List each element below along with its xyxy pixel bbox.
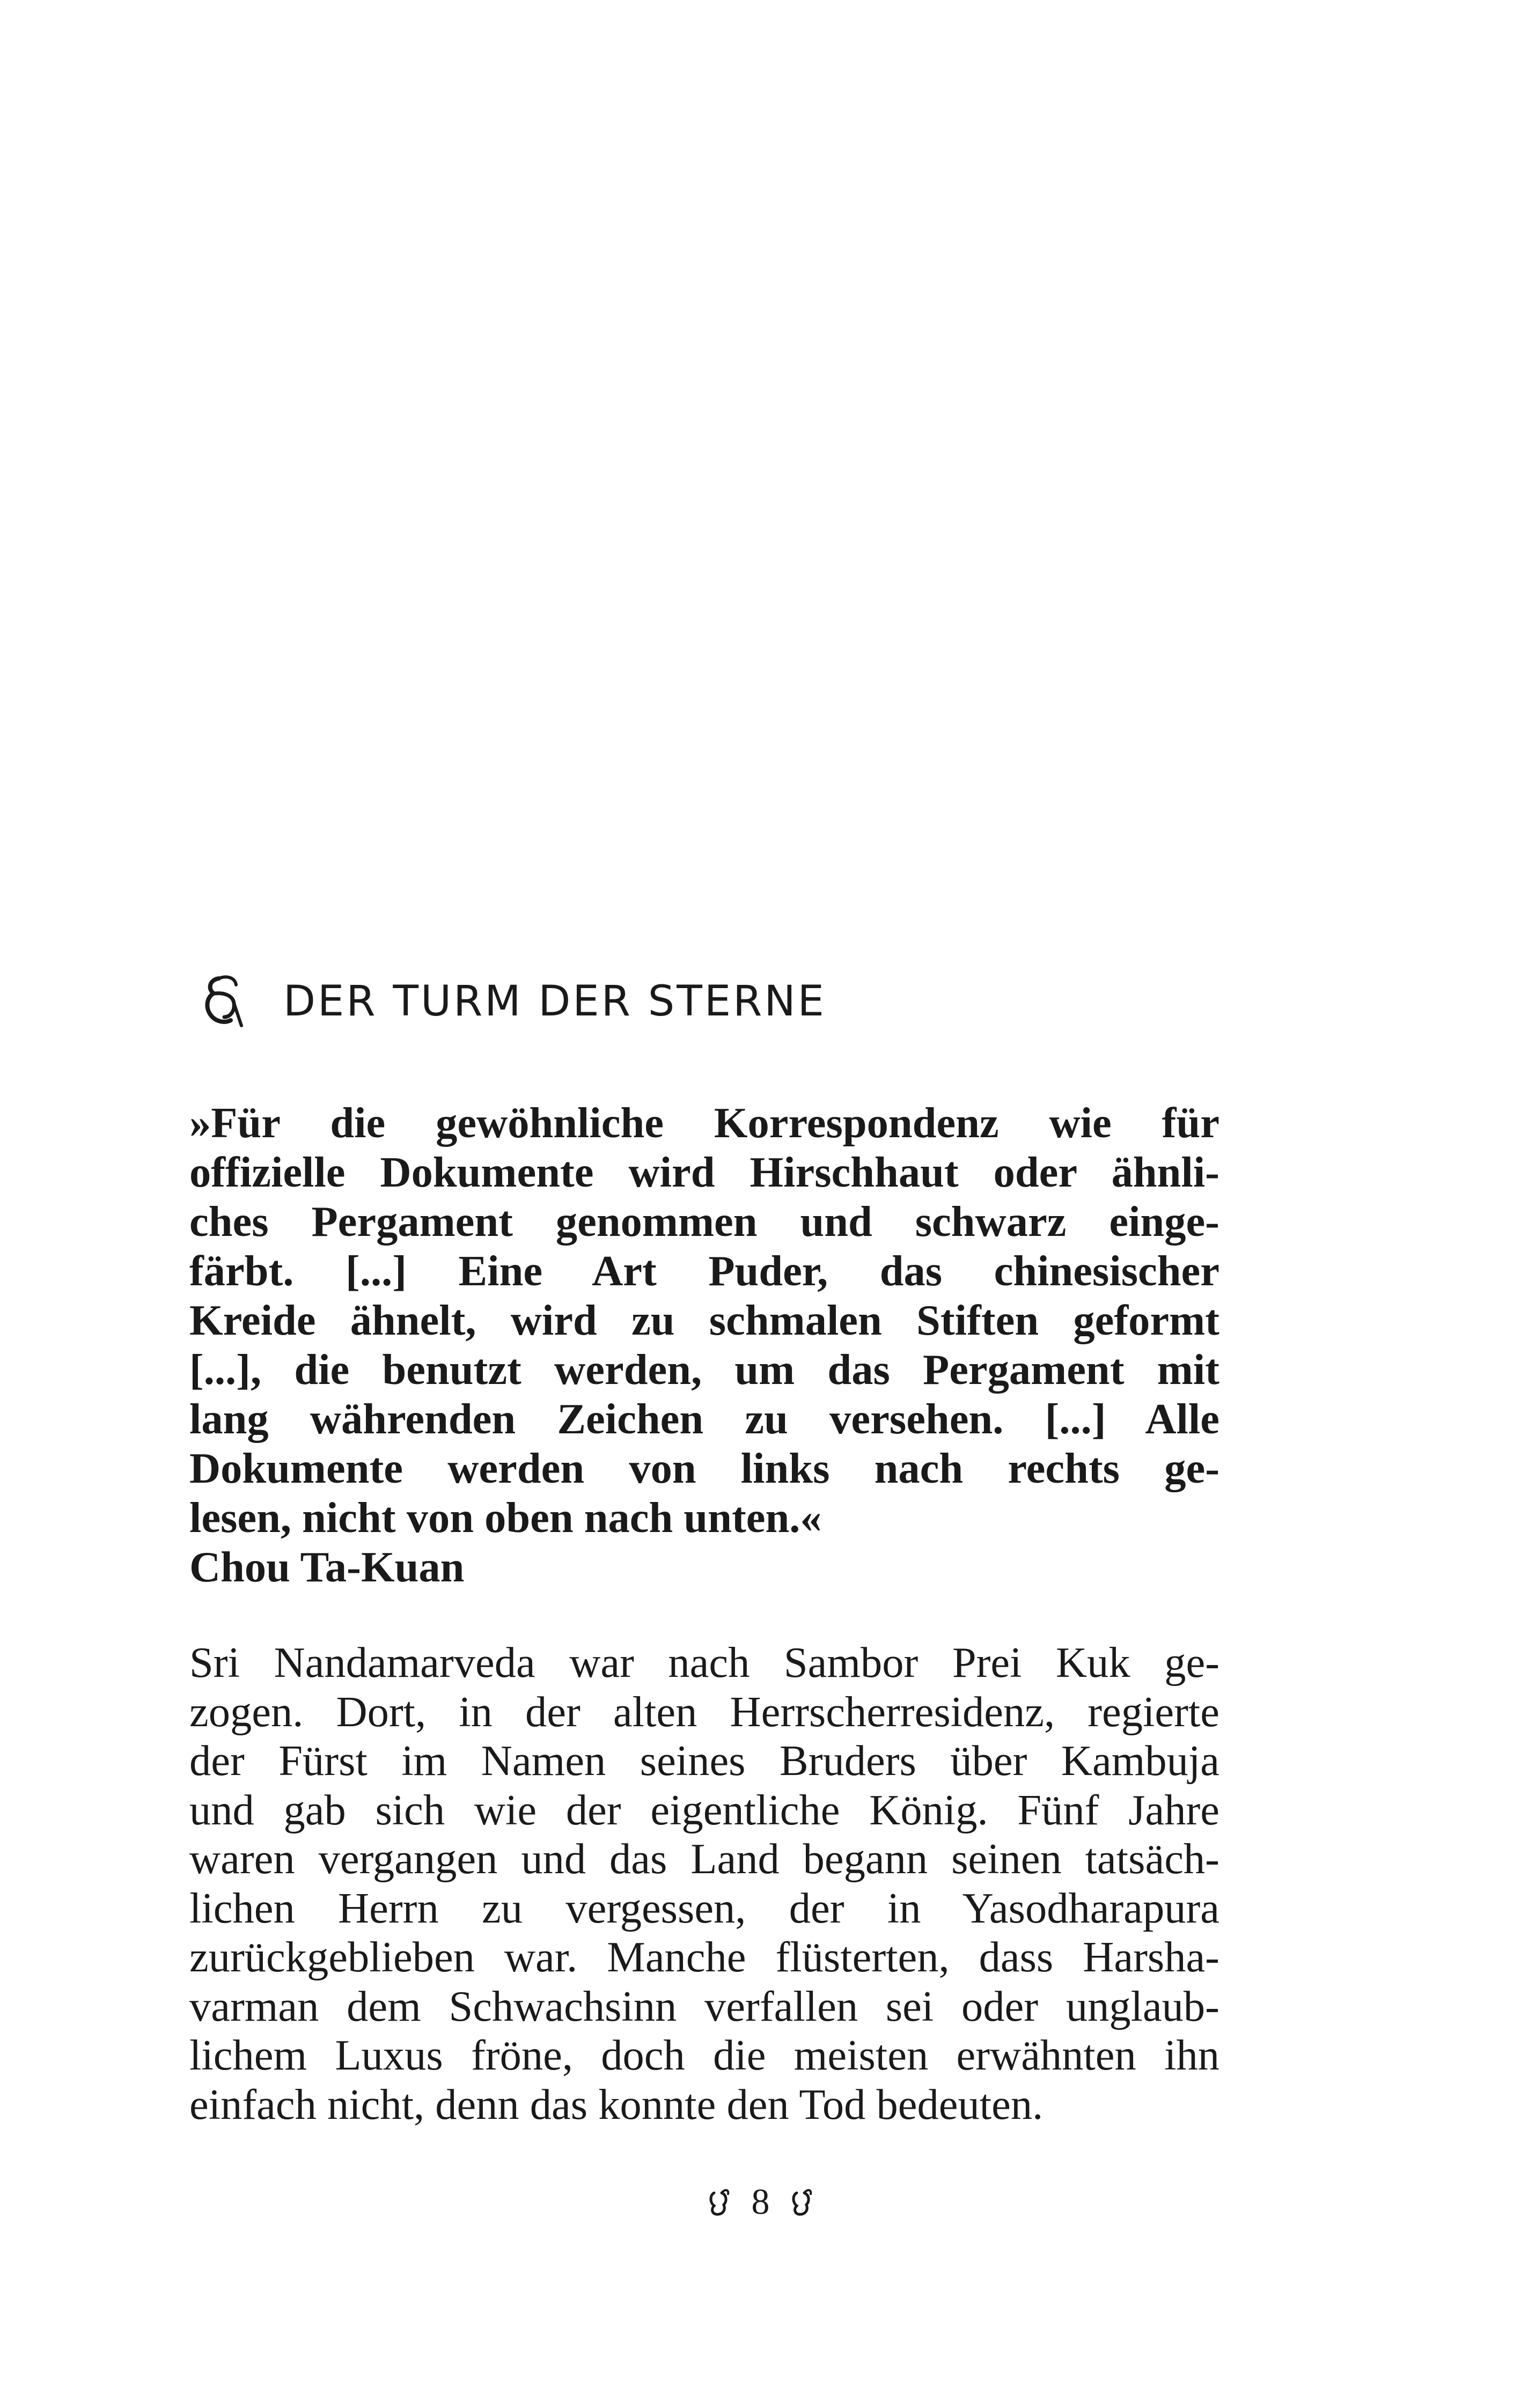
chapter-heading — [203, 972, 826, 1031]
chapter-title: DER TURM DER STERNE — [283, 977, 826, 1026]
body-line: zogen. Dort, in der alten Herrscherresidenz, regierte — [189, 1688, 1219, 1736]
epigraph-quote — [189, 1099, 1219, 1543]
epigraph-source: Chou Ta-Kuan — [189, 1543, 465, 1591]
body-line: zurückgeblieben war. Manche flüsterten, dass Harsha- — [189, 1933, 1219, 1981]
epigraph-line: färbt. [...] Eine Art Puder, das chinesischer — [189, 1247, 1219, 1295]
epigraph-line: lang währenden Zeichen zu versehen. [...] Alle — [189, 1395, 1219, 1443]
body-line: und gab sich wie der eigentliche König. Fünf Jahre — [189, 1786, 1219, 1834]
body-line: der Fürst im Namen seines Bruders über Kambuja — [189, 1737, 1219, 1785]
khmer-numeral-ornament-icon — [709, 2186, 730, 2216]
body-paragraph — [189, 1638, 1219, 2129]
epigraph-line: Dokumente werden von links nach rechts ge- — [189, 1445, 1219, 1492]
epigraph-line: lesen, nicht von oben nach unten.« — [189, 1494, 822, 1542]
epigraph-line: offizielle Dokumente wird Hirschhaut oder ähnli- — [189, 1148, 1219, 1196]
epigraph-line: Kreide ähnelt, wird zu schmalen Stiften geformt — [189, 1297, 1219, 1344]
khmer-numeral-ornament-icon — [791, 2186, 813, 2216]
body-line: lichem Luxus fröne, doch die meisten erwähnten ihn — [189, 2031, 1219, 2079]
epigraph-line: »Für die gewöhnliche Korrespondenz wie für — [189, 1099, 1219, 1147]
body-line: lichen Herrn zu vergessen, der in Yasodharapura — [189, 1884, 1219, 1932]
calligraphic-ornament-icon — [203, 972, 246, 1031]
page-number: 8 — [751, 2181, 770, 2222]
page-footer — [0, 2183, 1521, 2220]
body-line: einfach nicht, denn das konnte den Tod bedeuten. — [189, 2080, 1044, 2129]
epigraph-line: [...], die benutzt werden, um das Pergament mit — [189, 1346, 1219, 1394]
epigraph-line: ches Pergament genommen und schwarz einge- — [189, 1198, 1219, 1246]
body-line: Sri Nandamarveda war nach Sambor Prei Kuk ge- — [189, 1639, 1219, 1687]
body-line: varman dem Schwachsinn verfallen sei oder unglaub- — [189, 1982, 1219, 2030]
body-line: waren vergangen und das Land begann seinen tatsäch- — [189, 1835, 1219, 1883]
